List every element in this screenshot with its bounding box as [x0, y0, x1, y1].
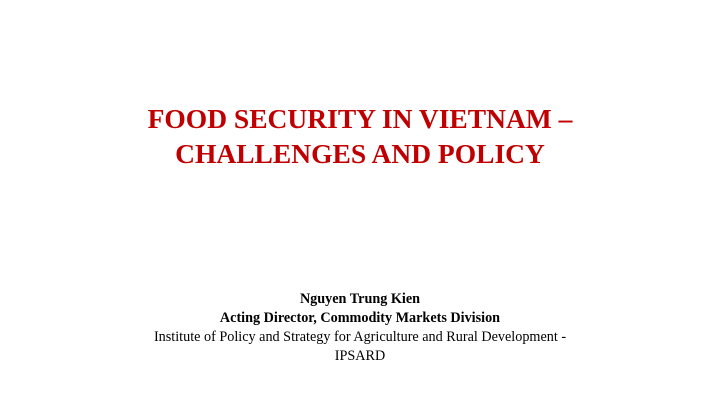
presenter-role: Acting Director, Commodity Markets Division	[219, 310, 501, 326]
slide-title-line-1: FOOD SECURITY IN VIETNAM –	[147, 103, 573, 134]
slide-title-line-2: CHALLENGES AND POLICY	[175, 138, 545, 169]
presenter-info	[60, 290, 660, 366]
presenter-organization-acronym: IPSARD	[334, 348, 386, 364]
presenter-organization: Institute of Policy and Strategy for Agriculture and Rural Development -	[153, 329, 567, 345]
presenter-name: Nguyen Trung Kien	[299, 291, 421, 307]
slide-title	[80, 101, 640, 171]
